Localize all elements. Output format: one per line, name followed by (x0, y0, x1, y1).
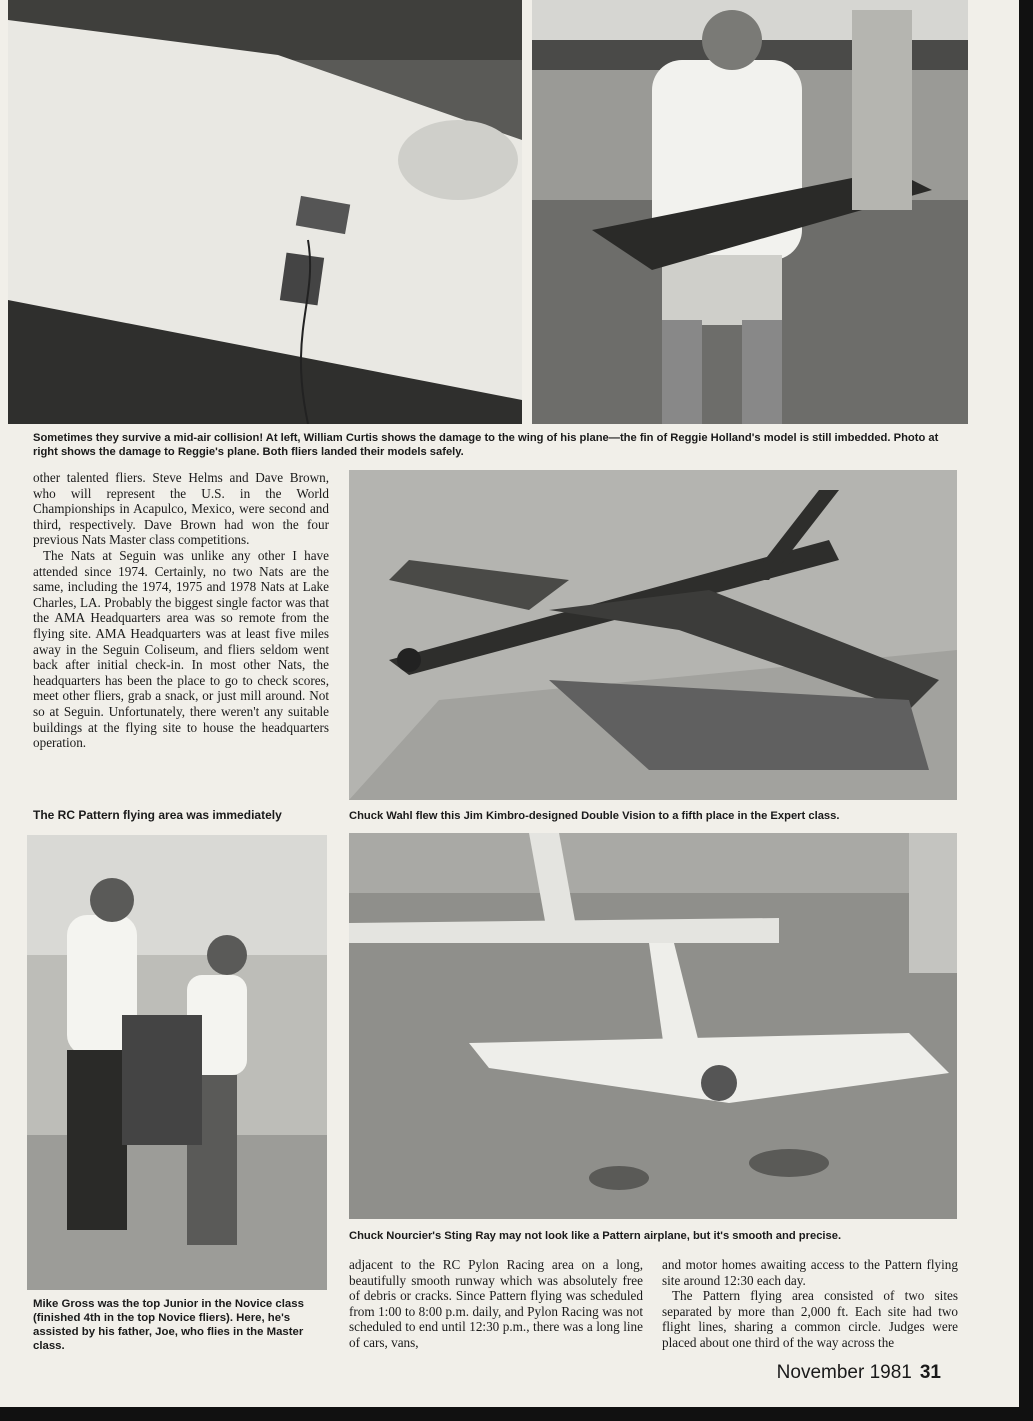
article-column-3 (662, 1257, 958, 1351)
article-column-1-tail (33, 808, 329, 824)
photo-reggie-plane (532, 0, 968, 424)
photo-mike-gross (27, 835, 327, 1290)
photo-double-vision (349, 470, 957, 800)
caption-double-vision: Chuck Wahl flew this Jim Kimbro-designed Double Vision to a fifth place in the Expert class. (349, 810, 840, 822)
article-column-1 (33, 470, 329, 751)
photo-wing-damage (8, 0, 522, 424)
paragraph: The Pattern flying area consisted of two sites separated by more than 2,000 ft. Each site had two flight lines, sharing a common circle. Judges were placed about one third of the way across the (662, 1288, 958, 1350)
paragraph: adjacent to the RC Pylon Racing area on a long, beautifully smooth runway which was absolutely free of debris or cracks. Since Pattern flying was scheduled from 1:00 to 8:00 p.m. daily, and Pylon Racing was not scheduled to end until 12:30 p.m., there was a long line of cars, vans, (349, 1257, 643, 1350)
caption-sting-ray: Chuck Nourcier's Sting Ray may not look like a Pattern airplane, but it's smooth and precise. (349, 1230, 842, 1242)
paragraph: The Nats at Seguin was unlike any other I have attended since 1974. Certainly, no two Nats are the same, including the 1974, 1975 and 1978 Nats at Lake Charles, LA. Probably the biggest single factor was that the AMA Headquarters area was so remote from the flying site. AMA Headquarters was at least five miles away in the Seguin Coliseum, and fliers seldom went back after initial check-in. In most other Nats, the headquarters has been the place to go to check scores, meet other fliers, grab a snack, or just mill around. Not so at Seguin. Unfortunately, there weren't any suitable buildings at the flying site to house the headquarters operation. (33, 547, 329, 751)
paragraph: other talented fliers. Steve Helms and Dave Brown, who will represent the U.S. in the World Championships in Acapulco, Mexico, were second and third, respectively. Dave Brown had won the four previous Nats Master class competitions. (33, 470, 329, 548)
page-footer (777, 1362, 941, 1384)
issue-date: November 1981 (776, 1362, 912, 1383)
page-number: 31 (919, 1362, 941, 1383)
paragraph: and motor homes awaiting access to the Pattern flying site around 12:30 each day. (662, 1257, 958, 1288)
caption-mike-gross: Mike Gross was the top Junior in the Novice class (finished 4th in the top Novice fliers). Here, he's assisted by his father, Joe, who flies in the Master class. (33, 1298, 304, 1352)
paragraph: The RC Pattern flying area was immediately (33, 808, 282, 822)
article-column-2 (349, 1257, 643, 1351)
photo-sting-ray (349, 833, 957, 1219)
caption-top: Sometimes they survive a mid-air collision! At left, William Curtis shows the damage to the wing of his plane—the fin of Reggie Holland's model is still imbedded. Photo at right shows the damage to Reggie's plane. Both fliers landed their models safely. (33, 432, 939, 458)
